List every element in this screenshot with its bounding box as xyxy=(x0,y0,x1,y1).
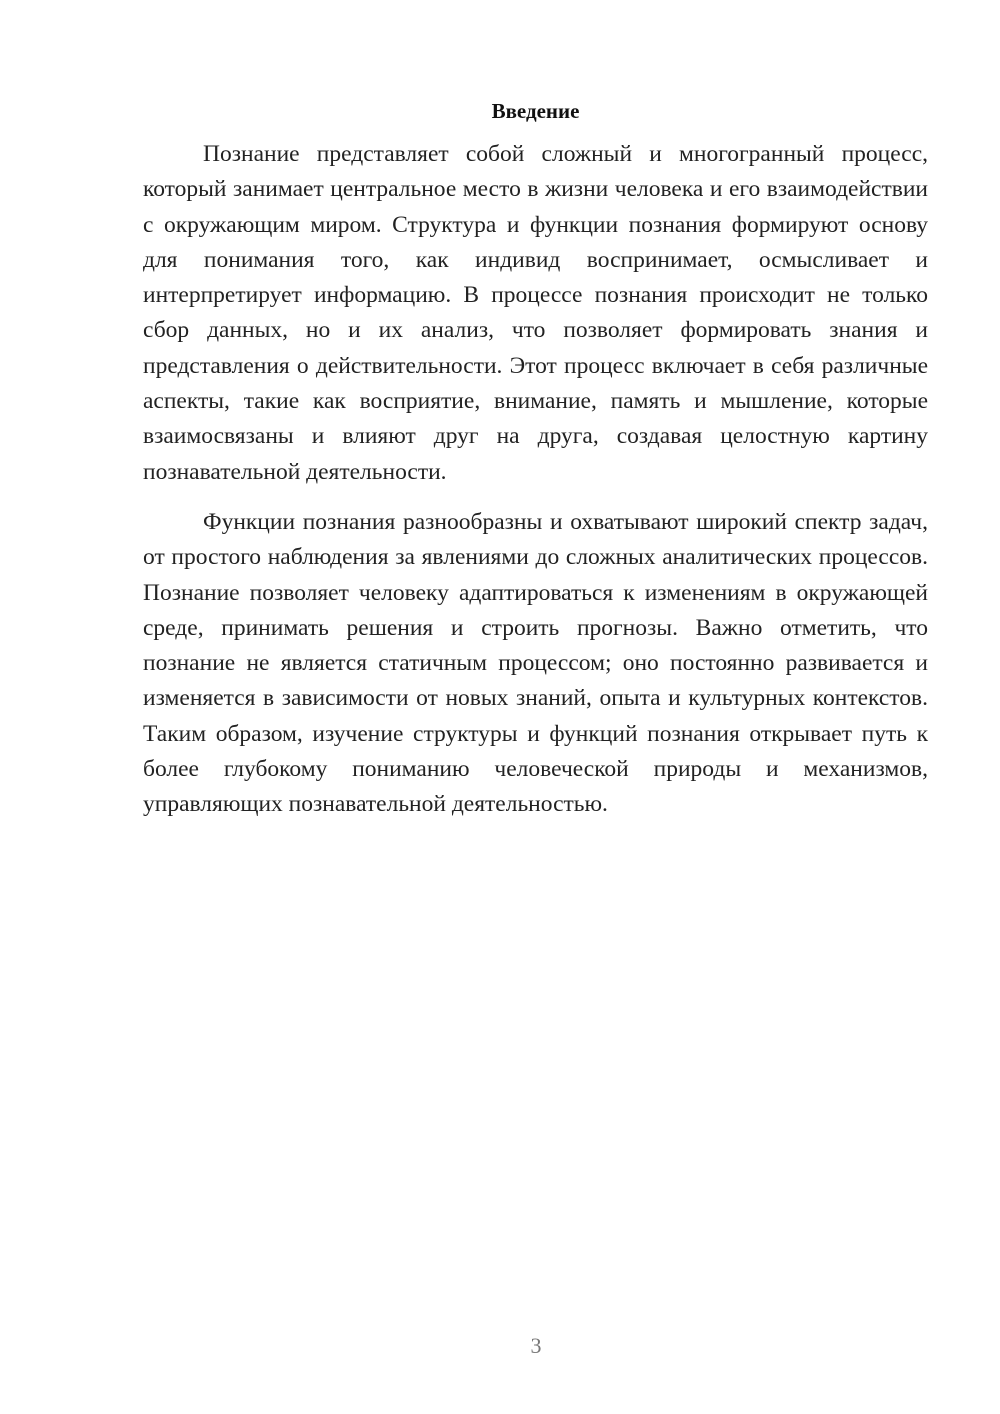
paragraph-2: Функции познания разнообразны и охватывают широкий спектр задач, от простого наблюдения за явлениями до сложных аналитических процессов. Познание позволяет человеку адаптироваться к изменениям в окружающей среде, принимать решения и строить прогнозы. Важно отметить, что познание не является статичным процессом; оно постоянно развивается и изменяется в зависимости от новых знаний, опыта и культурных контекстов. Таким образом, изучение структуры и функций познания открывает путь к более глубокому пониманию человеческой природы и механизмов, управляющих познавательной деятельностью. xyxy=(143,508,928,818)
page-number: 3 xyxy=(530,1333,542,1358)
section-title: Введение xyxy=(491,99,580,123)
paragraph-1: Познание представляет собой сложный и многогранный процесс, который занимает центральное место в жизни человека и его взаимодействии с окружающим миром. Структура и функции познания формируют основу для понимания того, как индивид воспринимает, осмысливает и интерпретирует информацию. В процессе познания происходит не только сбор данных, но и их анализ, что позволяет формировать знания и представления о действительности. Этот процесс включает в себя различные аспекты, такие как восприятие, внимание, память и мышление, которые взаимосвязаны и влияют друг на друга, создавая целостную картину познавательной деятельности. xyxy=(143,141,928,485)
page-content xyxy=(143,95,928,823)
